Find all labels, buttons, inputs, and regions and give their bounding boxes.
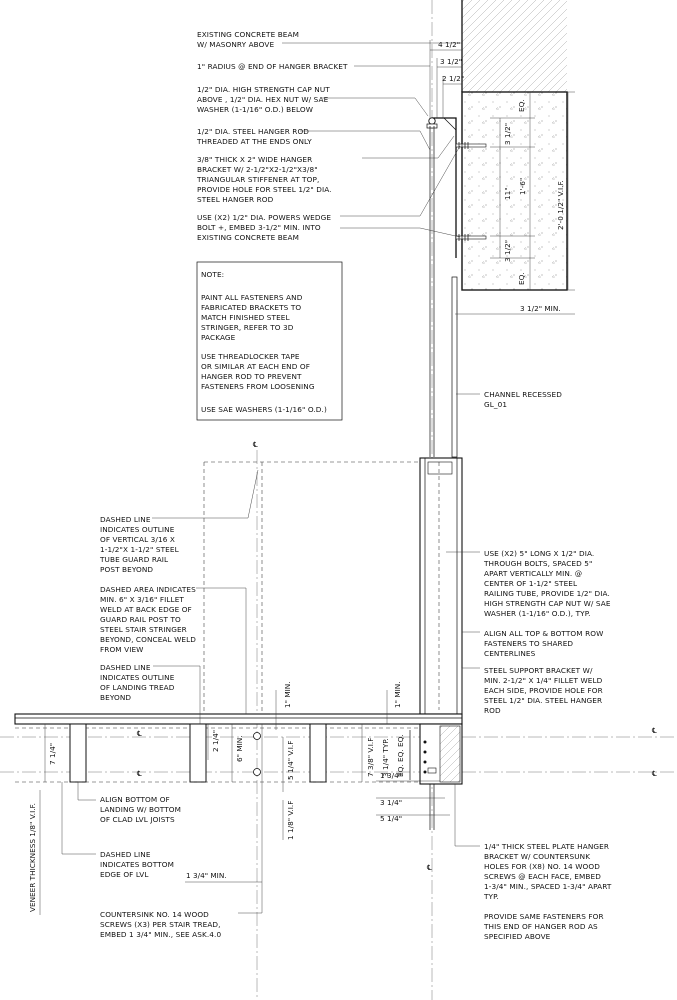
note-al-2: FASTENERS TO SHARED [484,639,574,648]
note-tb-1: USE (X2) 5" LONG X 1/2" DIA. [484,549,595,558]
note-pl-5: 1-3/4" MIN., SPACED 1-3/4" APART [484,882,612,891]
note-existing-beam-1: EXISTING CONCRETE BEAM [197,30,299,39]
note-da-7: FROM VIEW [100,645,144,654]
note-dl1-6: POST BEYOND [100,565,154,574]
dim-6-min: 6" MIN. [235,735,244,762]
note-dl1-2: INDICATES OUTLINE [100,525,175,534]
note-existing-beam-2: W/ MASONRY ABOVE [197,40,275,49]
dim-1-min-a: 1" MIN. [283,681,292,708]
cl-symbol: ℄ [427,863,432,872]
note-dl2-4: BEYOND [100,693,132,702]
cl-symbol: ℄ [137,729,142,738]
dim-5-1-4-vif: 5 1/4" V.I.F [286,740,295,780]
note-dl1-1: DASHED LINE [100,515,151,524]
note-paint-1: PAINT ALL FASTENERS AND [201,293,303,302]
cl-symbol: ℄ [652,769,657,778]
note-tb-7: WASHER (1-1/16" O.D.), TYP. [484,609,591,618]
note-pl-1: 1/4" THICK STEEL PLATE HANGER [484,842,610,851]
note-channel-2: GL_01 [484,400,508,409]
dim-1-3-4: 1 3/4" [380,771,403,780]
note-pl-2: BRACKET W/ COUNTERSUNK [484,852,591,861]
dim-4-1-2: 4 1/2" [438,40,461,49]
steel-plate-hanger-bracket [410,724,462,830]
note-dl2-1: DASHED LINE [100,663,151,672]
dim-2-1-4: 2 1/4" [211,729,220,752]
dim-eq-bottom: EQ. [517,272,526,285]
dim-3-1-2-lower: 3 1/2" [503,239,512,262]
note-dl2-3: OF LANDING TREAD [100,683,175,692]
existing-masonry [462,0,567,92]
dim-11: 11" [503,187,512,200]
cl-symbol: ℄ [137,769,142,778]
recessed-channel [452,277,457,457]
note-paint-4: STRINGER, REFER TO 3D [201,323,294,332]
note-threadlock-2: OR SIMILAR AT EACH END OF [201,362,311,371]
guard-rail-post-tube [420,458,462,714]
note-hanger-rod-1: 1/2" DIA. STEEL HANGER ROD [197,127,310,136]
note-da-1: DASHED AREA INDICATES [100,585,196,594]
veneer-thickness: VENEER THICKNESS 1/8" V.I.F. [28,803,37,912]
note-paint-5: PACKAGE [201,333,236,342]
note-dl3-2: INDICATES BOTTOM [100,860,174,869]
note-sb-5: ROD [484,706,501,715]
note-threadlock-4: FASTENERS FROM LOOSENING [201,382,315,391]
dim-3-1-2-min: 3 1/2" MIN. [520,304,561,313]
note-channel-1: CHANNEL RECESSED [484,390,562,399]
dim-7-3-8-vif: 7 3/8" V.I.F [366,737,375,777]
note-ab-3: OF CLAD LVL JOISTS [100,815,175,824]
note-ab-1: ALIGN BOTTOM OF [100,795,170,804]
cl-symbol: ℄ [253,440,258,449]
note-pf-3: SPECIFIED ABOVE [484,932,551,941]
dim-beam-height: 2'-0 1/2" V.I.F. [556,180,565,230]
dim-1-3-4-min: 1 3/4" MIN. [186,871,227,880]
dim-eq-top: EQ. [517,99,526,112]
note-wedge-3: EXISTING CONCRETE BEAM [197,233,299,242]
note-paint-3: MATCH FINISHED STEEL [201,313,290,322]
dim-2-1-2: 2 1/2" [442,74,465,83]
note-bracket-5: STEEL HANGER ROD [197,195,274,204]
note-radius: 1" RADIUS @ END OF HANGER BRACKET [197,62,348,71]
note-tb-2: THROUGH BOLTS, SPACED 5" [484,559,593,568]
note-dl1-4: 1-1/2"X 1-1/2" STEEL [100,545,179,554]
note-tb-6: HIGH STRENGTH CAP NUT W/ SAE [484,599,611,608]
note-cap-nut-1: 1/2" DIA. HIGH STRENGTH CAP NUT [197,85,330,94]
dim-3-1-2-upper: 3 1/2" [503,122,512,145]
note-cap-nut-2: ABOVE , 1/2" DIA. HEX NUT W/ SAE [197,95,329,104]
note-bracket-3: TRIANGULAR STIFFENER AT TOP, [197,175,320,184]
note-sb-1: STEEL SUPPORT BRACKET W/ [484,666,593,675]
note-bracket-1: 3/8" THICK X 2" WIDE HANGER [197,155,313,164]
note-pl-4: SCREWS @ EACH FACE, EMBED [484,872,601,881]
note-wedge-2: BOLT +, EMBED 3-1/2" MIN. INTO [197,223,321,232]
note-tb-4: CENTER OF 1-1/2" STEEL [484,579,578,588]
note-da-6: BEYOND, CONCEAL WELD [100,635,197,644]
cl-symbol: ℄ [652,726,657,735]
general-notes-box [197,262,342,420]
note-wedge-1: USE (X2) 1/2" DIA. POWERS WEDGE [197,213,332,222]
left-notes [62,470,262,939]
note-sb-2: MIN. 2-1/2" X 1/4" FILLET WELD [484,676,603,685]
note-threadlock-3: HANGER ROD TO PREVENT [201,372,302,381]
dim-3-1-4-typ: 3 1/4" TYP. [381,738,390,777]
note-hanger-rod-2: THREADED AT THE ENDS ONLY [197,137,312,146]
note-pl-6: TYP. [484,892,499,901]
dim-5-1-4: 5 1/4" [380,814,403,823]
channel-note [456,390,562,409]
note-dl2-2: INDICATES OUTLINE [100,673,175,682]
note-paint-2: FABRICATED BRACKETS TO [201,303,302,312]
dim-3-1-4: 3 1/4" [380,798,403,807]
dim-7-1-4: 7 1/4" [48,742,57,765]
note-cap-nut-3: WASHER (1-1/16" O.D.) BELOW [197,105,314,114]
note-sae-washers: USE SAE WASHERS (1-1/16" O.D.) [201,405,327,414]
note-title: NOTE: [201,270,225,279]
note-cs-1: COUNTERSINK NO. 14 WOOD [100,910,209,919]
note-dl3-3: EDGE OF LVL [100,870,149,879]
note-da-3: WELD AT BACK EDGE OF [100,605,192,614]
note-dl1-5: TUBE GUARD RAIL [100,555,169,564]
note-pf-1: PROVIDE SAME FASTENERS FOR [484,912,604,921]
note-sb-4: STEEL 1/2" DIA. STEEL HANGER [484,696,603,705]
note-bracket-4: PROVIDE HOLE FOR STEEL 1/2" DIA. [197,185,332,194]
dim-1-1-8-vif: 1 1/8" V.I.F [286,800,295,840]
existing-concrete-beam [462,92,567,290]
note-da-2: MIN. 6" X 3/16" FILLET [100,595,184,604]
note-dl3-1: DASHED LINE [100,850,151,859]
note-al-3: CENTERLINES [484,649,536,658]
note-ab-2: LANDING W/ BOTTOM [100,805,182,814]
dim-1-6: 1'-6" [518,177,527,195]
centerline-symbols [137,440,657,872]
dim-eq-eq-eq: EQ. EQ. EQ. [396,734,405,777]
dim-3-1-2: 3 1/2" [440,57,463,66]
note-pf-2: THIS END OF HANGER ROD AS [484,922,598,931]
note-dl1-3: OF VERTICAL 3/16 X [100,535,175,544]
note-pl-3: HOLES FOR (X8) NO. 14 WOOD [484,862,600,871]
dim-1-min-b: 1" MIN. [393,681,402,708]
note-bracket-2: BRACKET W/ 2-1/2"X2-1/2"X3/8" [197,165,318,174]
note-da-4: GUARD RAIL POST TO [100,615,181,624]
note-tb-3: APART VERTICALLY MIN. @ [484,569,583,578]
note-al-1: ALIGN ALL TOP & BOTTOM ROW [484,629,604,638]
note-sb-3: EACH SIDE, PROVIDE HOLE FOR [484,686,603,695]
top-notes [196,30,465,242]
note-da-5: STEEL STAIR STRINGER [100,625,187,634]
note-cs-2: SCREWS (X3) PER STAIR TREAD, [100,920,221,929]
note-tb-5: RAILING TUBE, PROVIDE 1/2" DIA. [484,589,610,598]
right-notes [446,549,612,941]
note-cs-3: EMBED 1 3/4" MIN., SEE ASK.4.0 [100,930,222,939]
note-threadlock-1: USE THREADLOCKER TAPE [201,352,300,361]
